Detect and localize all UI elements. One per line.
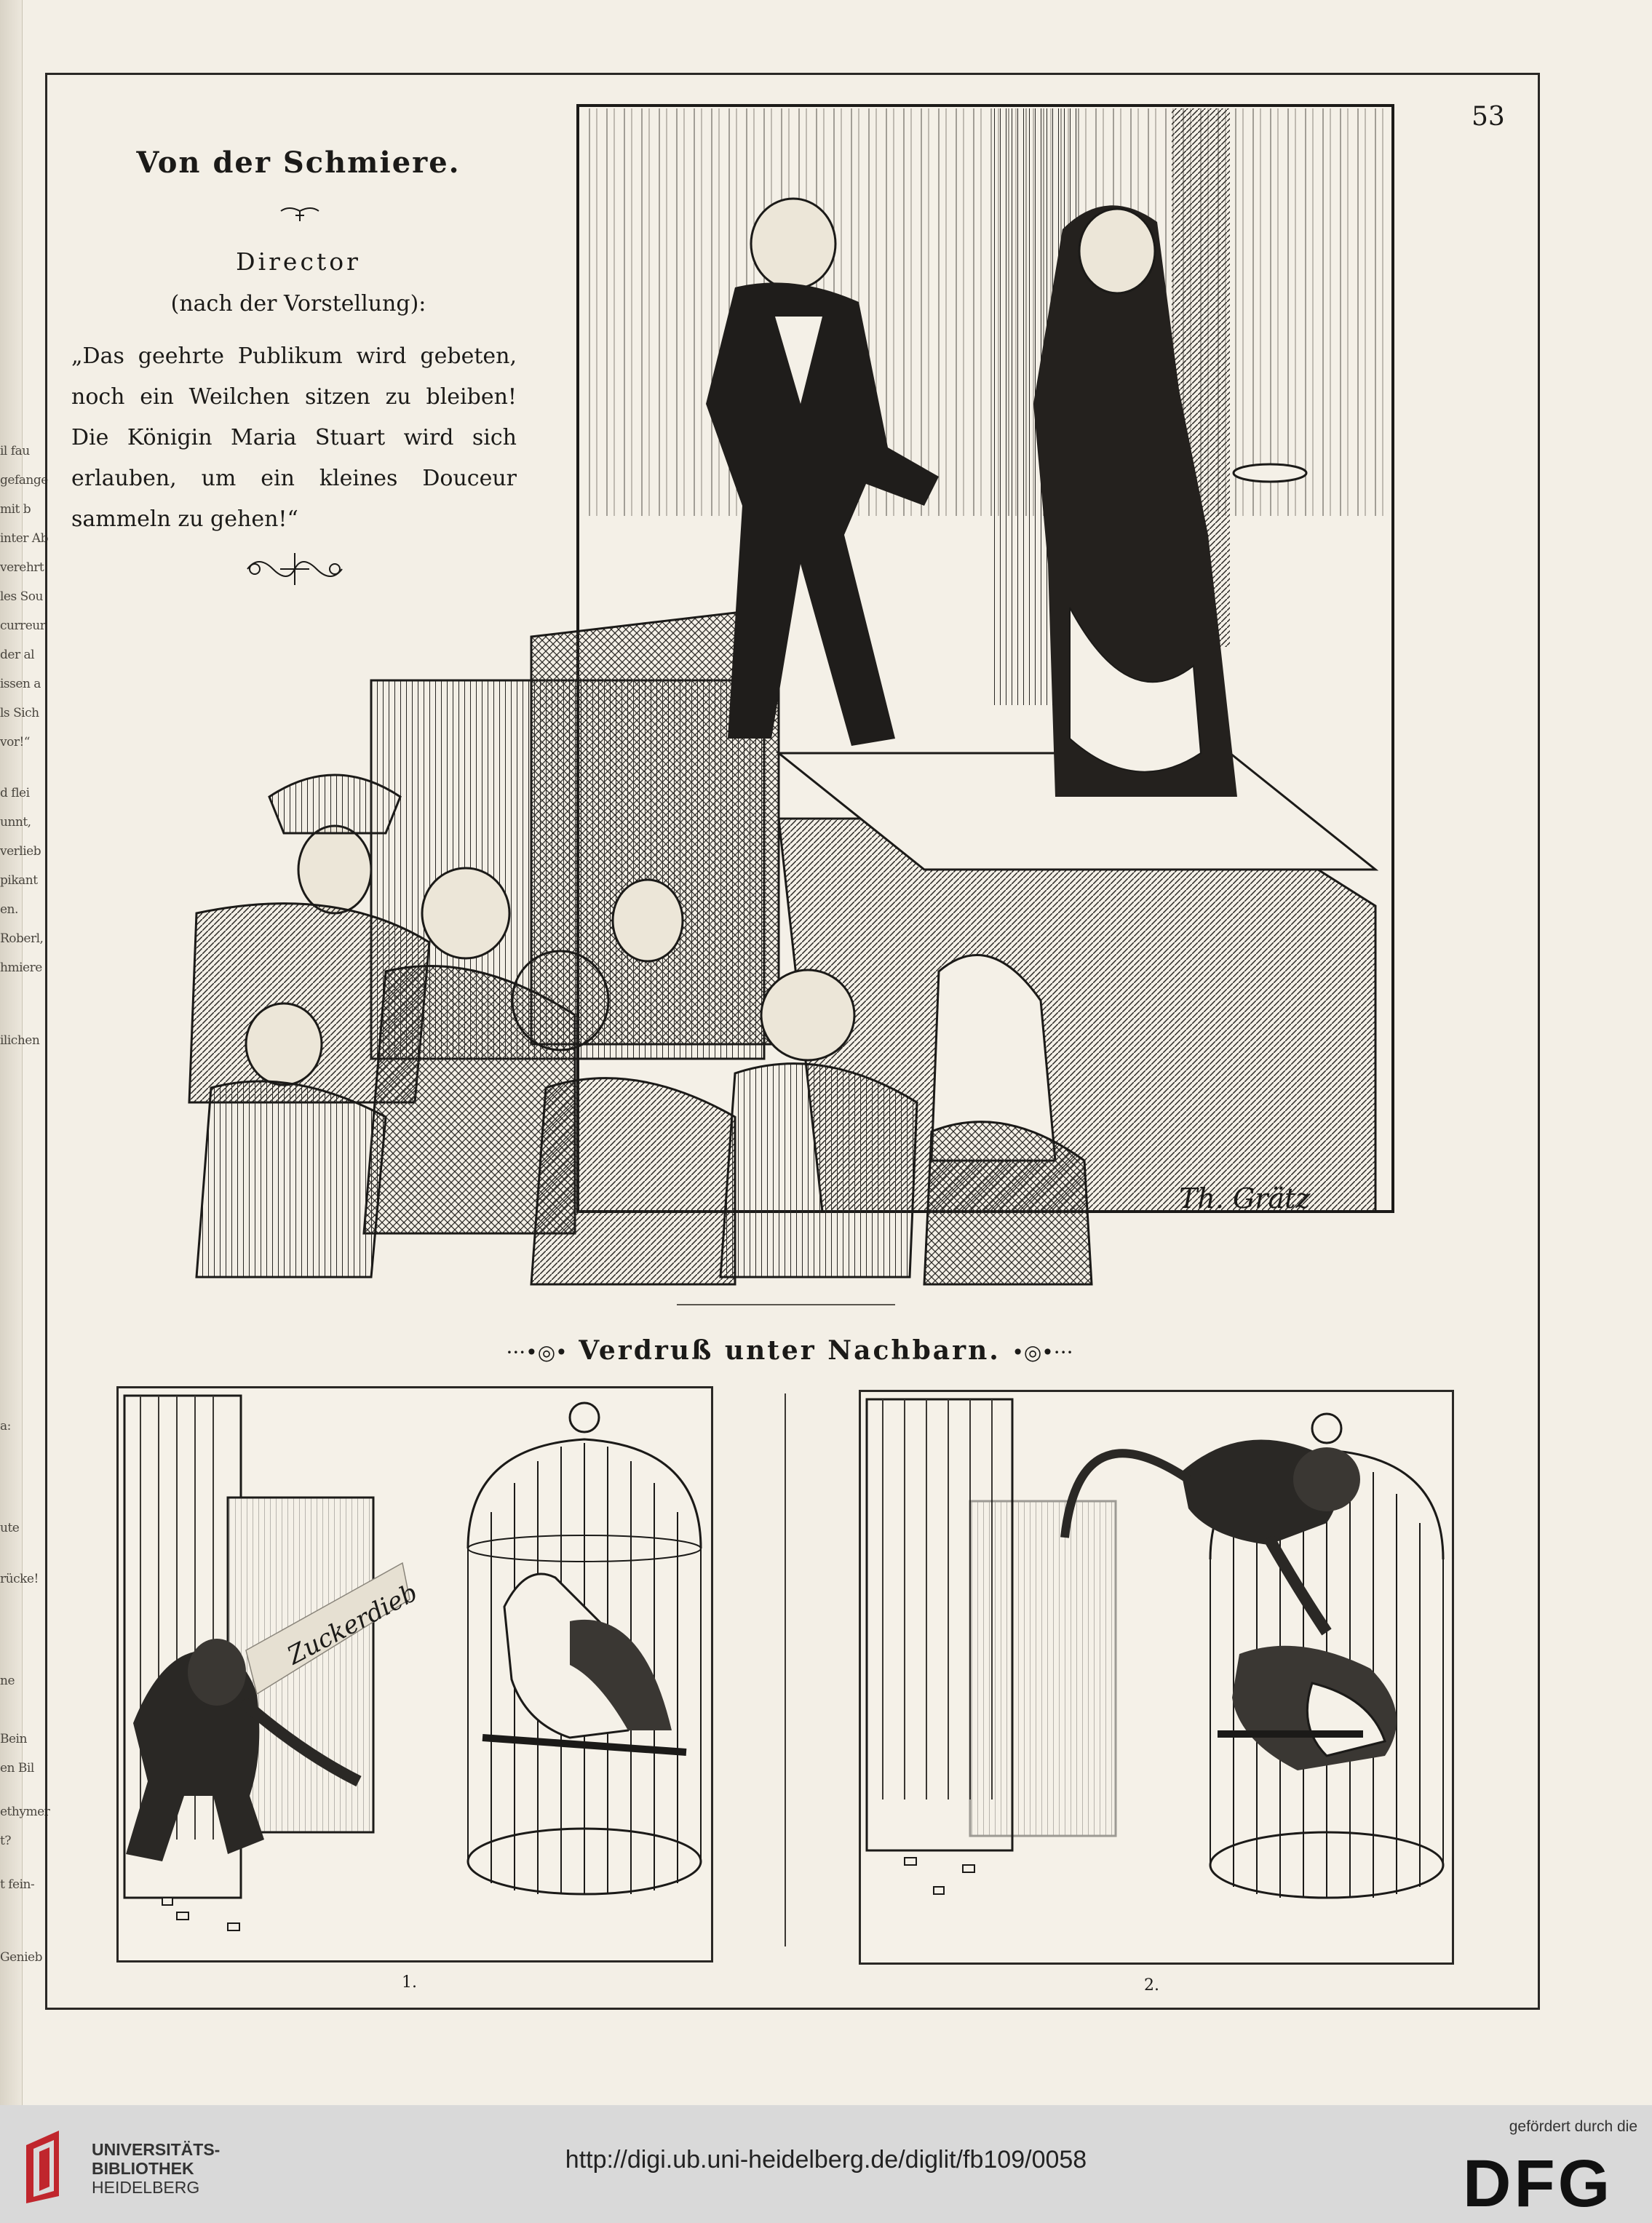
prev-page-fragment: der al [0, 648, 35, 662]
prev-page-fragment: vor!“ [0, 735, 30, 749]
prev-page-fragment: en. [0, 902, 18, 917]
prev-page-fragment: t fein- [0, 1877, 35, 1892]
funded-by-label: gefördert durch die [1509, 2118, 1637, 2135]
prev-page-fragment: Bein [0, 1732, 27, 1746]
library-logo-icon [19, 2127, 81, 2207]
previous-page-edge [0, 0, 50, 2105]
dfg-logo: DFG [1463, 2147, 1613, 2221]
prev-page-fragment: curreur [0, 619, 46, 633]
prev-page-fragment: en Bil [0, 1761, 34, 1775]
prev-page-fragment: ethymer [0, 1805, 50, 1819]
section-ornament-left: ···•◎• [506, 1340, 568, 1364]
stage-direction: (nach der Vorstellung): [170, 291, 426, 317]
prev-page-fragment: t? [0, 1834, 11, 1848]
prev-page-fragment: a: [0, 1419, 11, 1433]
prev-page-fragment: pikant [0, 873, 38, 888]
page-number: 53 [1472, 102, 1505, 132]
prev-page-fragment: ls Sich [0, 706, 39, 720]
prev-page-fragment: verehrt [0, 560, 44, 575]
speaker-name: Director [236, 247, 361, 276]
prev-page-fragment: d flei [0, 786, 30, 800]
viewer-footer [0, 2105, 1652, 2223]
monkey-parrot-scene-1 [119, 1388, 711, 1960]
comic-panel-2 [859, 1390, 1454, 1965]
engraver-signature: Th. Grätz [1179, 1182, 1311, 1214]
prev-page-fragment: les Sou [0, 589, 43, 604]
prev-page-fragment: inter Ab [0, 531, 48, 546]
theatre-engraving [167, 98, 1397, 1299]
section-title [502, 1335, 1077, 1366]
prev-page-fragment: ne [0, 1674, 15, 1688]
permalink-url[interactable]: http://digi.ub.uni-heidelberg.de/diglit/fb109/0058 [565, 2146, 1087, 2174]
panel-divider [785, 1393, 786, 1946]
speech-beam-text: Zuckerdieb [282, 1578, 423, 1671]
prev-page-fragment: hmiere [0, 961, 42, 975]
comic-panel-1 [116, 1386, 713, 1962]
prev-page-fragment: Roberl, [0, 931, 44, 946]
prev-page-fragment: il fau [0, 444, 30, 458]
page-title: Von der Schmiere. [136, 146, 461, 180]
prev-page-fragment: unnt, [0, 815, 31, 830]
section-ornament-right: •◎•··· [1012, 1340, 1073, 1364]
section-title-text: Verdruß unter Nachbarn. [579, 1335, 1001, 1366]
speech-text: „Das geehrte Publikum wird gebeten, noch ein Weilchen sitzen zu bleiben! Die Königin Maria Stuart wird sich erlauben, um ein kleines Douceur sammeln zu gehen!“ [71, 343, 517, 532]
prev-page-fragment: rücke! [0, 1572, 39, 1586]
monkey-parrot-scene-2 [861, 1392, 1452, 1962]
prev-page-fragment: issen a [0, 677, 41, 691]
section-divider [677, 1304, 895, 1305]
prev-page-fragment: Genieb [0, 1950, 42, 1965]
panel-1-number: 1. [402, 1973, 417, 1992]
prev-page-fragment: mit b [0, 502, 31, 517]
library-name-line-3: HEIDELBERG [92, 2178, 200, 2197]
panel-2-number: 2. [1144, 1976, 1159, 1995]
library-name-line-2: BIBLIOTHEK [92, 2159, 194, 2178]
prev-page-fragment: gefange [0, 473, 48, 488]
library-name-line-1: UNIVERSITÄTS- [92, 2140, 221, 2159]
library-name [92, 2140, 220, 2197]
prev-page-fragment: ilichen [0, 1033, 40, 1048]
prev-page-fragment: ute [0, 1521, 20, 1535]
prev-page-fragment: verlieb [0, 844, 41, 859]
